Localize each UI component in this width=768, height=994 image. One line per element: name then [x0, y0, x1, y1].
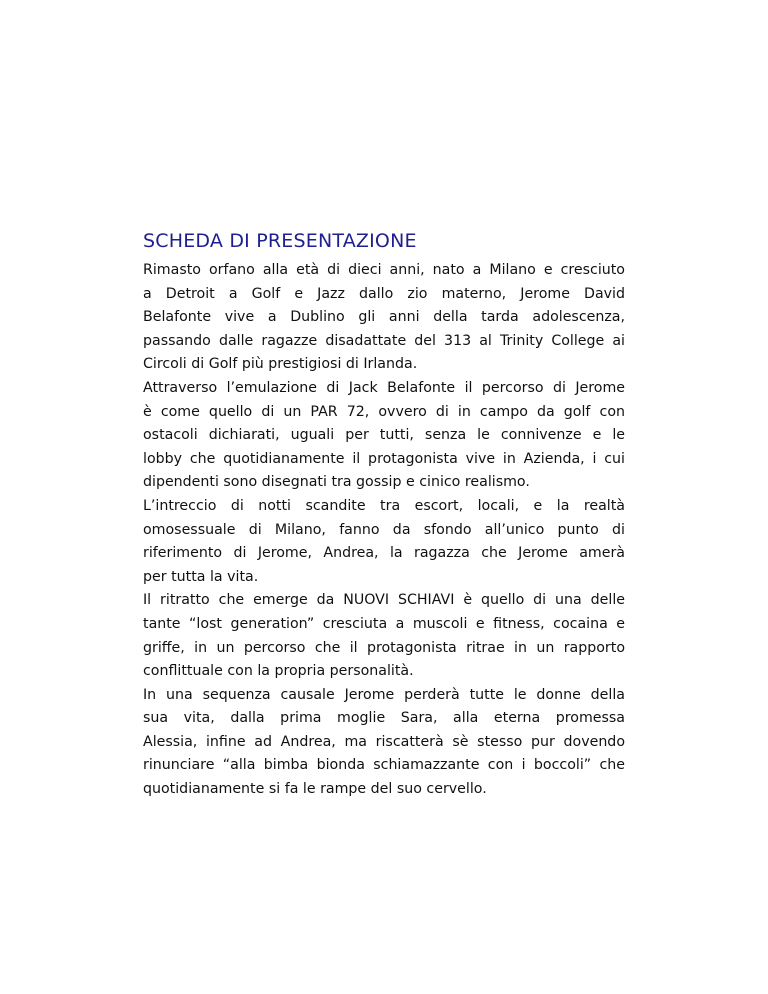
- paragraph: [143, 589, 625, 683]
- text-line: dipendenti sono disegnati tra gossip e cinico realismo.: [143, 474, 530, 491]
- text-line: Attraverso l’emulazione di Jack Belafonte il percorso di Jerome: [143, 379, 625, 396]
- text-line: sua vita, dalla prima moglie Sara, alla eterna promessa: [143, 710, 625, 727]
- text-line: Alessia, infine ad Andrea, ma riscatterà sè stesso pur dovendo: [143, 733, 625, 750]
- paragraph: [143, 684, 625, 802]
- text-line: è come quello di un PAR 72, ovvero di in campo da golf con: [143, 403, 625, 420]
- text-line: omosessuale di Milano, fanno da sfondo all’unico punto di: [143, 521, 625, 538]
- text-line: a Detroit a Golf e Jazz dallo zio materno, Jerome David: [143, 285, 625, 302]
- paragraph: [143, 259, 625, 377]
- text-line: quotidianamente si fa le rampe del suo cervello.: [143, 781, 487, 798]
- text-line: per tutta la vita.: [143, 568, 259, 585]
- document-body: [143, 259, 625, 802]
- text-line: Rimasto orfano alla età di dieci anni, nato a Milano e cresciuto: [143, 262, 625, 278]
- text-line: lobby che quotidianamente il protagonista vive in Azienda, i cui: [143, 450, 625, 467]
- text-line: Belafonte vive a Dublino gli anni della tarda adolescenza,: [143, 309, 625, 326]
- text-line: ostacoli dichiarati, uguali per tutti, senza le connivenze e le: [143, 427, 625, 444]
- text-line: conflittuale con la propria personalità.: [143, 663, 414, 680]
- text-line: passando dalle ragazze disadattate del 313 al Trinity College ai: [143, 332, 625, 349]
- text-line: In una sequenza causale Jerome perderà tutte le donne della: [143, 686, 625, 703]
- text-line: griffe, in un percorso che il protagonista ritrae in un rapporto: [143, 639, 625, 656]
- text-line: riferimento di Jerome, Andrea, la ragazza che Jerome amerà: [143, 545, 625, 562]
- text-line: L’intreccio di notti scandite tra escort, locali, e la realtà: [143, 497, 625, 514]
- document-title: SCHEDA DI PRESENTAZIONE: [143, 230, 417, 252]
- text-line: tante “lost generation” cresciuta a muscoli e fitness, cocaina e: [143, 615, 625, 632]
- text-line: rinunciare “alla bimba bionda schiamazzante con i boccoli” che: [143, 757, 625, 774]
- paragraph: [143, 495, 625, 589]
- text-line: Circoli di Golf più prestigiosi di Irlanda.: [143, 356, 418, 373]
- paragraph: [143, 377, 625, 495]
- text-line: Il ritratto che emerge da NUOVI SCHIAVI è quello di una delle: [143, 592, 625, 609]
